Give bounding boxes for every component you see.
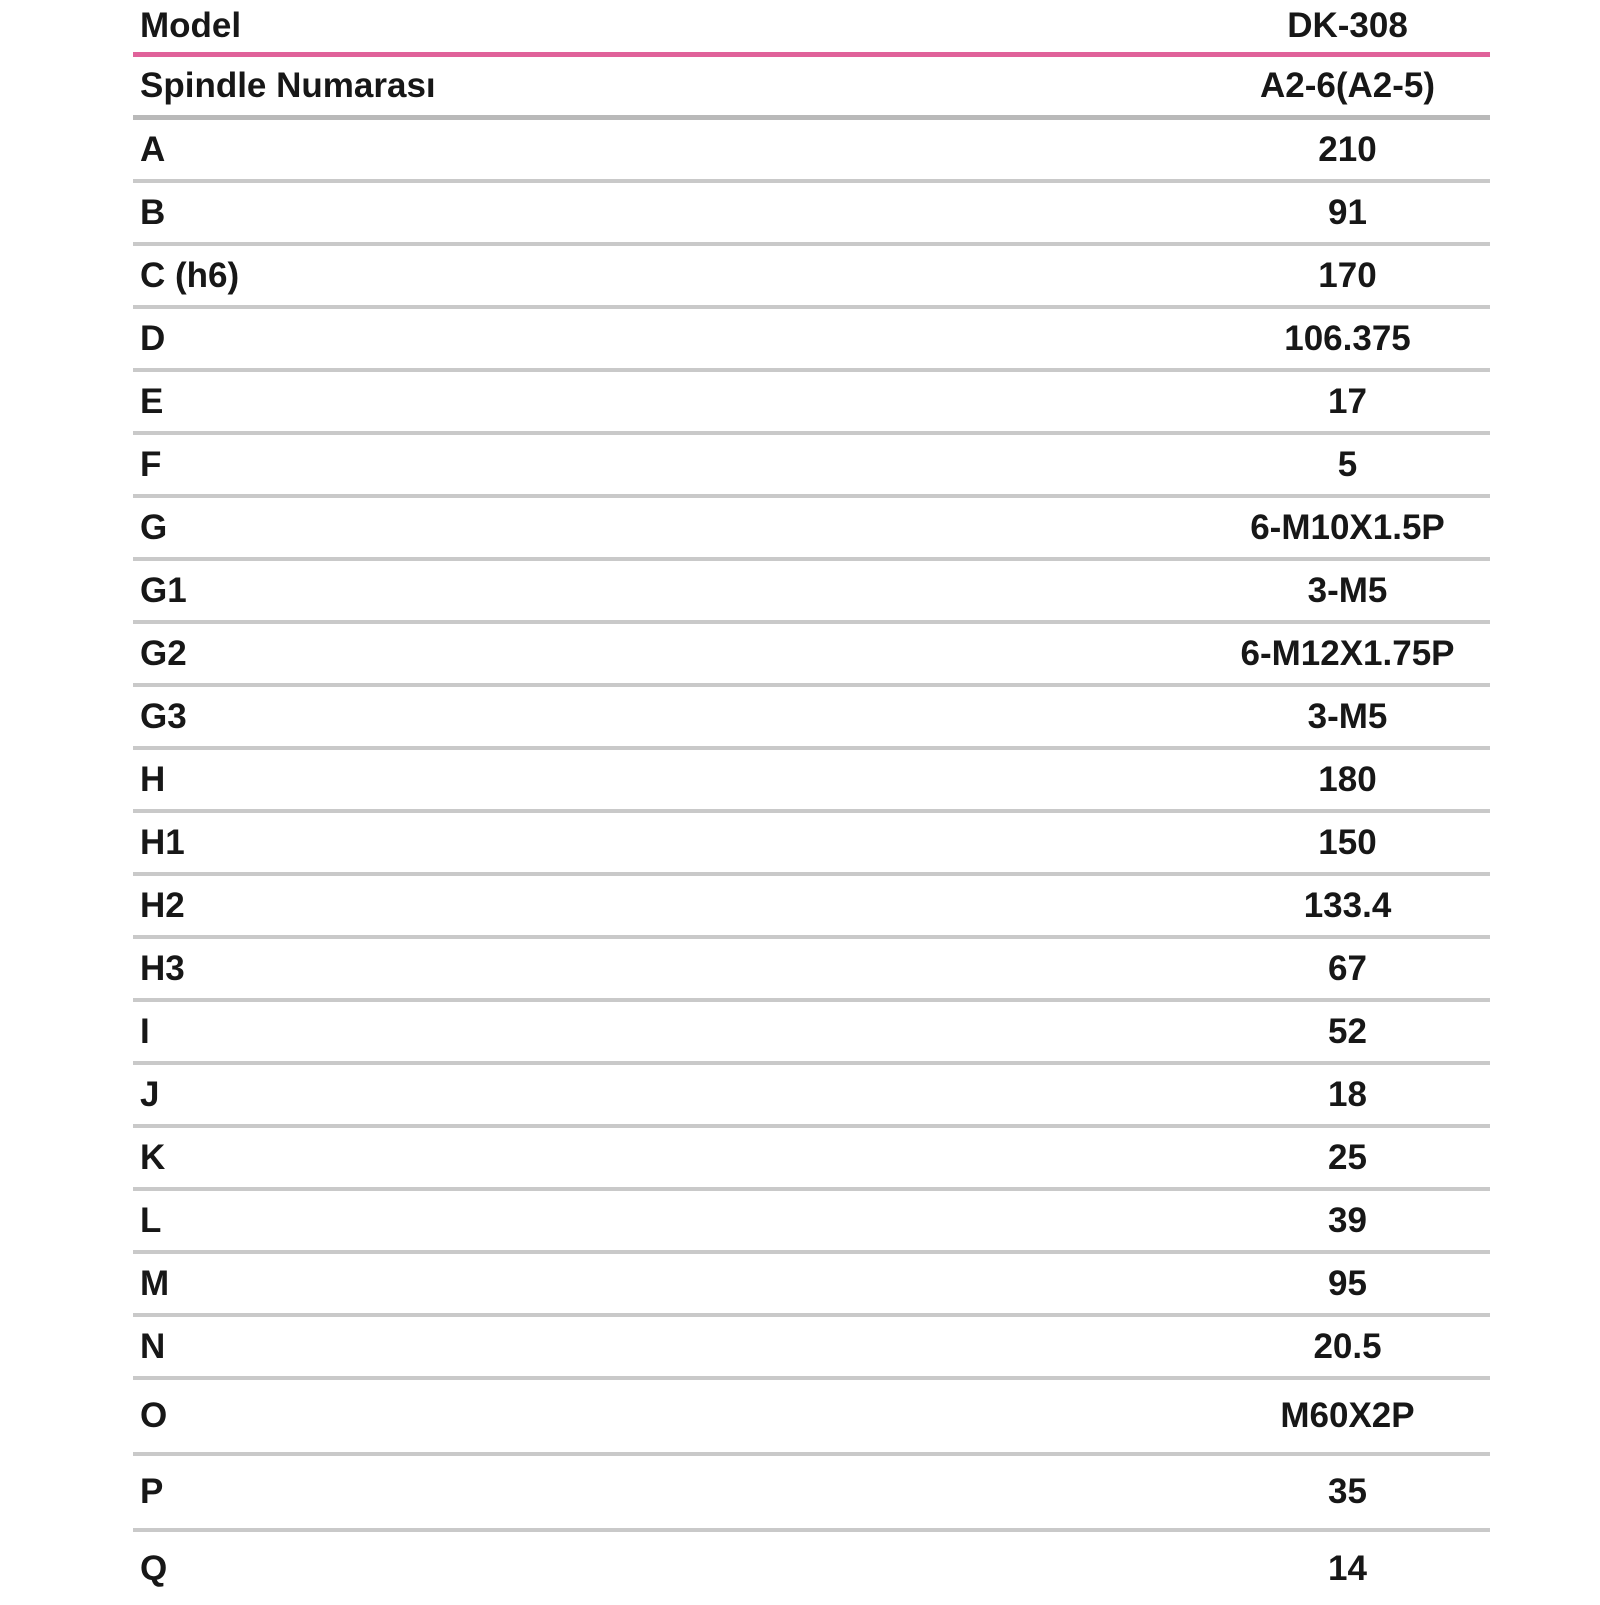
table-row-b [133, 183, 1490, 246]
row-label: G [140, 507, 168, 547]
table-row-p [133, 1456, 1490, 1532]
row-value: 133.4 [1303, 885, 1392, 925]
row-label: B [140, 192, 166, 232]
row-label: N [140, 1326, 166, 1366]
row-value: 3-M5 [1307, 696, 1388, 736]
table-row-o [133, 1380, 1490, 1456]
table-header-row [133, 0, 1490, 57]
row-value: 35 [1328, 1472, 1367, 1511]
row-value: 20.5 [1313, 1326, 1382, 1366]
row-value: 106.375 [1284, 318, 1411, 358]
table-row-q [133, 1532, 1490, 1605]
row-label: I [140, 1011, 150, 1051]
row-value: 39 [1328, 1200, 1367, 1240]
header-model-label: Model [140, 6, 242, 45]
table-row-g [133, 498, 1490, 561]
row-value: 170 [1318, 255, 1377, 295]
row-value: 95 [1328, 1263, 1367, 1303]
row-value: 6-M10X1.5P [1250, 507, 1445, 547]
table-row-m [133, 1254, 1490, 1317]
row-label: H3 [140, 948, 185, 988]
row-label: G1 [140, 570, 187, 610]
row-label: A [140, 129, 166, 169]
table-row-f [133, 435, 1490, 498]
table-row-d [133, 309, 1490, 372]
table-row-i [133, 1002, 1490, 1065]
row-label: J [140, 1074, 160, 1114]
table-row-n [133, 1317, 1490, 1380]
row-label: H1 [140, 822, 185, 862]
table-row-g3 [133, 687, 1490, 750]
row-value: 18 [1328, 1074, 1367, 1114]
table-row-g1 [133, 561, 1490, 624]
row-value: 3-M5 [1307, 570, 1388, 610]
row-label: H [140, 759, 166, 799]
row-value: 25 [1328, 1137, 1367, 1177]
row-label: Q [140, 1548, 168, 1588]
row-label: F [140, 444, 162, 484]
row-value: A2-6(A2-5) [1259, 66, 1436, 105]
row-value: 6-M12X1.75P [1240, 633, 1455, 673]
table-row-e [133, 372, 1490, 435]
row-value: 150 [1318, 822, 1377, 862]
row-label: H2 [140, 885, 185, 925]
row-label: Spindle Numarası [140, 66, 436, 105]
row-label: O [140, 1396, 168, 1435]
row-value: 180 [1318, 759, 1377, 799]
row-value: 210 [1318, 129, 1377, 169]
table-row-h3 [133, 939, 1490, 1002]
row-label: P [140, 1472, 164, 1511]
row-value: 14 [1328, 1548, 1367, 1588]
row-label: G2 [140, 633, 187, 673]
row-value: 91 [1328, 192, 1367, 232]
table-row-h2 [133, 876, 1490, 939]
row-value: 5 [1337, 444, 1358, 484]
row-label: E [140, 381, 164, 421]
row-label: D [140, 318, 166, 358]
table-row-a [133, 120, 1490, 183]
row-label: G3 [140, 696, 187, 736]
table-row-c-h6 [133, 246, 1490, 309]
row-value: M60X2P [1280, 1396, 1415, 1435]
table-row-g2 [133, 624, 1490, 687]
table-row-h1 [133, 813, 1490, 876]
row-value: 52 [1328, 1011, 1367, 1051]
spec-table [133, 0, 1490, 1605]
table-row-spindle-numarasi [133, 57, 1490, 120]
header-model-value: DK-308 [1287, 6, 1408, 45]
table-row-h [133, 750, 1490, 813]
row-label: K [140, 1137, 166, 1177]
table-row-l [133, 1191, 1490, 1254]
row-label: C (h6) [140, 255, 240, 295]
row-label: L [140, 1200, 162, 1240]
table-row-k [133, 1128, 1490, 1191]
table-row-j [133, 1065, 1490, 1128]
row-value: 17 [1328, 381, 1367, 421]
row-label: M [140, 1263, 170, 1303]
row-value: 67 [1328, 948, 1367, 988]
